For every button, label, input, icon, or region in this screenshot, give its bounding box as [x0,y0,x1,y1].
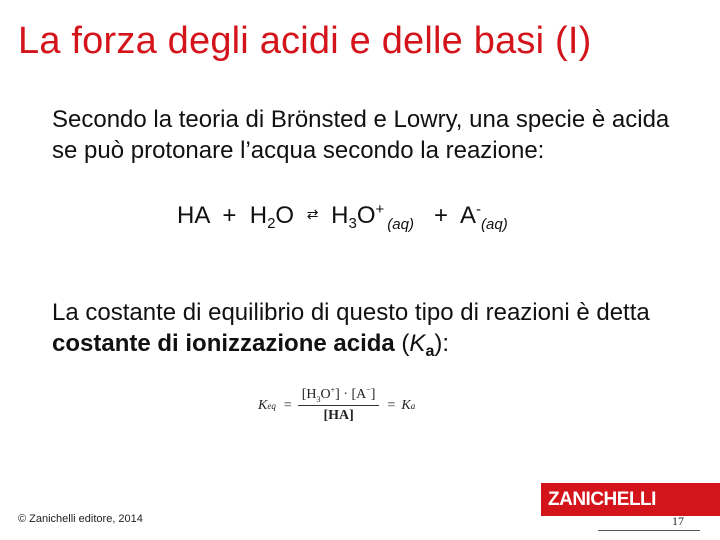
equilibrium-arrow-icon: ⇄ [306,206,319,222]
reactant-ha: HA [177,202,210,229]
hydronium-ion: $H_3O^+$ [331,201,385,232]
ka-term: costante di ionizzazione acida [52,330,395,357]
ka-symbol: Ka [401,397,416,413]
equals-sign: = [283,397,292,413]
copyright-notice: © Zanichelli editore, 2014 [18,513,143,525]
intro-paragraph: Secondo la teoria di Brönsted e Lowry, una specie è acida se può protonare l’acqua secondo la reazione: [52,106,670,164]
formula-denominator: [HA] [323,408,354,423]
aqueous-label: (aq) [387,216,414,233]
equals-sign: = [387,397,396,413]
water-molecule: $H_2O$ [249,202,295,232]
aqueous-label: (aq) [481,216,508,233]
footer-divider [598,530,700,531]
formula-fraction [298,387,380,424]
equilibrium-constant-formula [258,387,423,424]
chemical-reaction [177,202,508,233]
keq-symbol: Keq [258,397,276,413]
page-number: 17 [672,514,684,528]
ka-paragraph: La costante di equilibrio di questo tipo di reazioni è detta costante di ionizzazione acida $(K_a)$: [52,299,650,360]
anion: A- [460,201,482,229]
slide-title: La forza degli acidi e delle basi (I) [18,20,592,62]
formula-numerator: $[H_3O^+] \cdot [A^-]$ [298,387,380,406]
plus-sign: + [433,202,448,229]
zanichelli-logo: ZANICHELLI [541,483,720,516]
plus-sign: + [222,202,237,229]
